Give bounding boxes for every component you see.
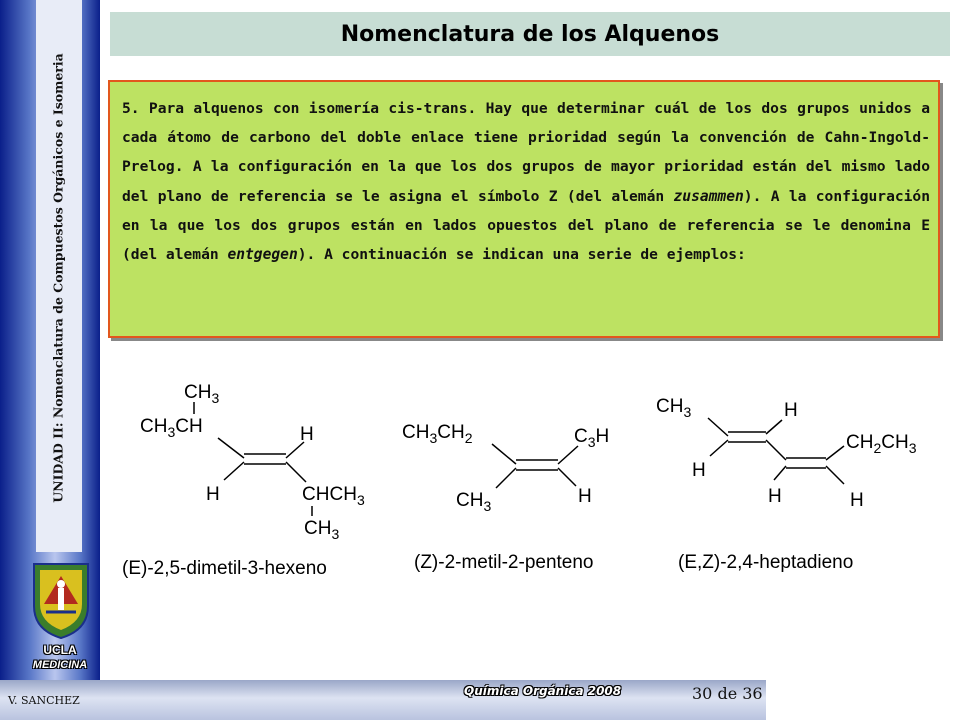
content-box [108, 80, 940, 338]
content-text-part1: 5. Para alquenos con isomería cis-trans. Hay que determinar cuál de los dos grupos unidos a cada átomo de carbono del doble enlace tiene prioridad según la convención de Cahn-Ingold-Prelog. A la configuración en la que los dos grupos de mayor prioridad están del mismo lado del plano de referencia se le asigna el símbolo Z (del alemán [122, 100, 930, 205]
s1-label-chch3: $CHCH_3$ [302, 484, 365, 508]
s2-bond-lower-right [558, 468, 576, 486]
s3-bond-h-top [766, 420, 782, 434]
s3-label-h-right: H [850, 490, 864, 511]
ucla-medicina-logo [28, 560, 94, 640]
s3-bond-2 [766, 440, 786, 460]
s1-bond-lower-right [286, 462, 306, 482]
title-bar [110, 12, 950, 56]
structure-3 [656, 396, 917, 573]
structure-1 [122, 382, 365, 579]
s2-label-ch3: $CH_3$ [456, 490, 492, 514]
structures-panel [110, 368, 960, 588]
footer-page-number: 30 de 36 [692, 684, 763, 703]
content-paragraph [122, 94, 930, 269]
s1-label-h-left: H [206, 484, 220, 505]
s2-bond-upper-right [558, 446, 578, 464]
s3-bond-h-right [826, 466, 844, 484]
s3-label-h-left: H [692, 460, 706, 481]
s1-bond-lower-left [224, 462, 244, 480]
s2-label-c3h: $C_3H$ [574, 426, 610, 450]
s2-label-h: H [578, 486, 592, 507]
s1-label-ch3ch: $CH_3CH$ [140, 416, 203, 440]
content-term-zusammen: zusammen [673, 187, 744, 205]
s1-compound-name: (E)-2,5-dimetil-3-hexeno [122, 558, 327, 579]
s1-label-h-right: H [300, 424, 314, 445]
s3-label-h-top: H [784, 400, 798, 421]
s3-label-h-mid: H [768, 486, 782, 507]
content-text-part2: ). A la configuración en la que los dos grupos están en lados opuestos del plano de referencia se le denomina E (del alemán [122, 187, 930, 264]
footer-course: Química Orgánica 2008 [464, 684, 622, 698]
s3-label-ch2ch3: $CH_2CH_3$ [846, 432, 917, 456]
s2-label-ch3ch2: $CH_3CH_2$ [402, 422, 473, 446]
s1-label-ch3-bottom: $CH_3$ [304, 518, 340, 542]
s1-bond-upper-left [218, 438, 244, 458]
s3-label-ch3: $CH_3$ [656, 396, 692, 420]
s3-compound-name: (E,Z)-2,4-heptadieno [678, 552, 854, 573]
content-term-entgegen: entgegen [227, 246, 298, 264]
logo-label-medicina: MEDICINA [32, 659, 88, 671]
content-text-part3: ). A continuación se indican una serie de ejemplos: [297, 246, 746, 264]
s3-bond-1 [708, 418, 728, 436]
structure-2 [402, 422, 609, 573]
s3-bond-ch2ch3 [826, 446, 844, 460]
s2-compound-name: (Z)-2-metil-2-penteno [414, 552, 594, 573]
s2-bond-lower-left [496, 468, 516, 488]
footer-author: V. SANCHEZ [8, 694, 80, 707]
s3-bond-h-mid [774, 466, 786, 480]
structures-svg [110, 368, 960, 588]
page-title: Nomenclatura de los Alquenos [340, 22, 720, 47]
s1-label-ch3-top: $CH_3$ [184, 382, 220, 406]
footer-band [0, 680, 766, 720]
logo-label-ucla: UCLA [43, 643, 77, 657]
s3-bond-h-left [710, 440, 728, 456]
s2-bond-upper-left [492, 444, 516, 464]
unit-title-vertical: UNIDAD II: Nomenclatura de Compuestos Orgánicos e Isomeria [50, 53, 66, 503]
